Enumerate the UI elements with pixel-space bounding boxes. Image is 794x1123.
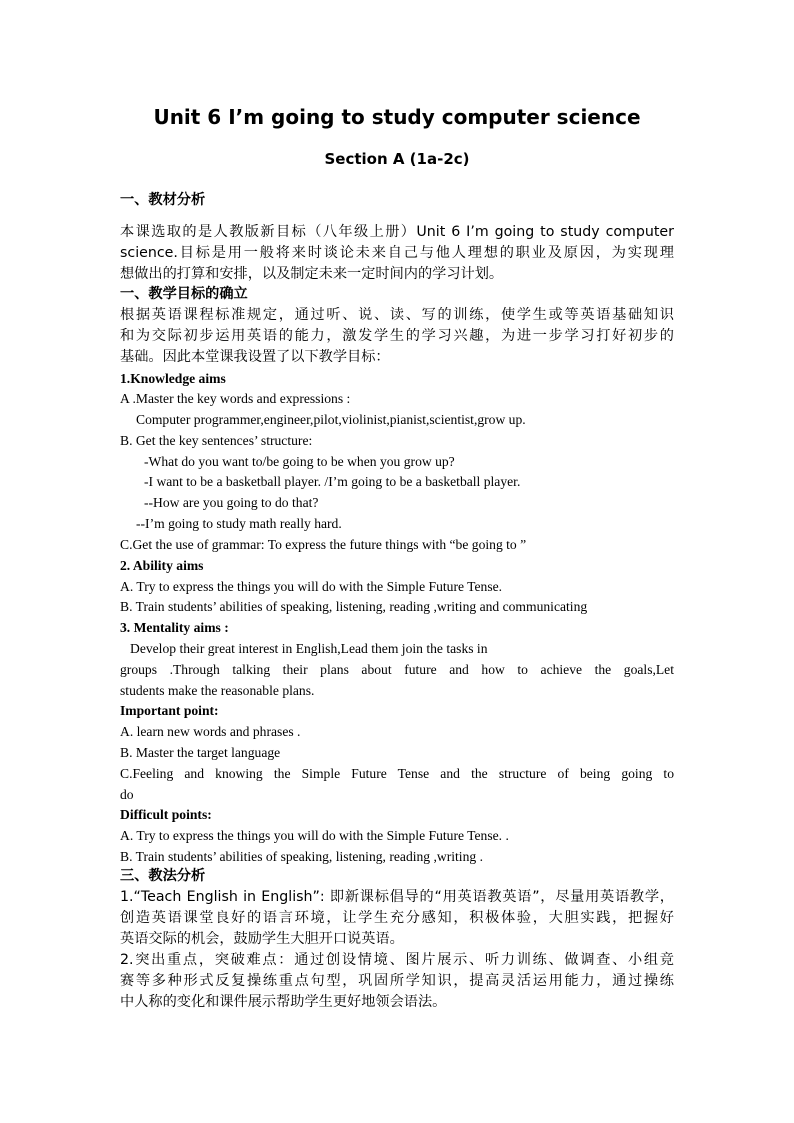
paragraph-line: A .Master the key words and expressions :	[120, 391, 351, 406]
paragraph-line: 英语交际的机会，鼓励学生大胆开口说英语。	[120, 931, 404, 947]
paragraph-line: groups .Through talking their plans about future and how to achieve the goals,Let	[120, 662, 674, 677]
subsection-heading: Difficult points:	[120, 807, 212, 822]
section-heading: 一、教学目标的确立	[120, 286, 248, 302]
paragraph-line: students make the reasonable plans.	[120, 683, 315, 698]
paragraph-line: 基础。因此本堂课我设置了以下教学目标：	[120, 349, 390, 365]
paragraph-line: 想做出的打算和安排，以及制定未来一定时间内的学习计划。	[120, 266, 504, 282]
document-title: Unit 6 I’m going to study computer science	[153, 105, 641, 129]
section-heading: 三、教法分析	[120, 868, 206, 884]
paragraph-line: 根据英语课程标准规定，通过听、说、读、写的训练，使学生或等英语基础知识	[120, 307, 674, 323]
paragraph-line: B. Get the key sentences’ structure:	[120, 433, 313, 448]
subsection-heading: 3. Mentality aims :	[120, 620, 229, 635]
paragraph-line: C.Feeling and knowing the Simple Future Tense and the structure of being going to	[120, 766, 674, 781]
paragraph-line: -What do you want to/be going to be when you grow up?	[144, 454, 455, 469]
subsection-heading: Important point:	[120, 703, 219, 718]
paragraph-line: --How are you going to do that?	[144, 495, 319, 510]
paragraph-line: A. Try to express the things you will do with the Simple Future Tense.	[120, 579, 503, 594]
paragraph-line: A. Try to express the things you will do with the Simple Future Tense. .	[120, 828, 509, 843]
paragraph-line: 创造英语课堂良好的语言环境，让学生充分感知，积极体验，大胆实践，把握好	[120, 910, 674, 926]
subsection-heading: 2. Ability aims	[120, 558, 204, 573]
paragraph-line: do	[120, 787, 134, 802]
paragraph-line: B. Train students’ abilities of speaking, listening, reading ,writing .	[120, 849, 483, 864]
paragraph-line: C.Get the use of grammar: To express the future things with “be going to ”	[120, 537, 527, 552]
paragraph-line: B. Train students’ abilities of speaking, listening, reading ,writing and communicating	[120, 599, 588, 614]
paragraph-line: 本课选取的是人教版新目标（八年级上册）Unit 6 I’m going to study computer	[120, 224, 674, 240]
paragraph-line: 赛等多种形式反复操练重点句型，巩固所学知识，提高灵活运用能力，通过操练	[120, 973, 674, 989]
paragraph-line: B. Master the target language	[120, 745, 281, 760]
paragraph-line: A. learn new words and phrases .	[120, 724, 301, 739]
paragraph-line: 1.“Teach English in English”: 即新课标倡导的“用英语教英语”，尽量用英语教学，	[120, 889, 674, 905]
paragraph-line: -I want to be a basketball player. /I’m going to be a basketball player.	[144, 474, 521, 489]
subsection-heading: 1.Knowledge aims	[120, 371, 226, 386]
paragraph-line: --I’m going to study math really hard.	[136, 516, 342, 531]
paragraph-line: 2.突出重点，突破难点：通过创设情境、图片展示、听力训练、做调查、小组竞	[120, 952, 674, 968]
paragraph-line: science.目标是用一般将来时谈论未来自己与他人理想的职业及原因，为实现理	[120, 245, 674, 261]
paragraph-line: 和为交际初步运用英语的能力，激发学生的学习兴趣，为进一步学习打好初步的	[120, 328, 674, 344]
paragraph-line: Computer programmer,engineer,pilot,violinist,pianist,scientist,grow up.	[136, 412, 526, 427]
paragraph-line: 中人称的变化和课件展示帮助学生更好地领会语法。	[120, 994, 447, 1010]
document-subtitle: Section A (1a-2c)	[324, 150, 470, 168]
section-heading: 一、教材分析	[120, 192, 206, 208]
paragraph-line: Develop their great interest in English,Lead them join the tasks in	[130, 641, 488, 656]
